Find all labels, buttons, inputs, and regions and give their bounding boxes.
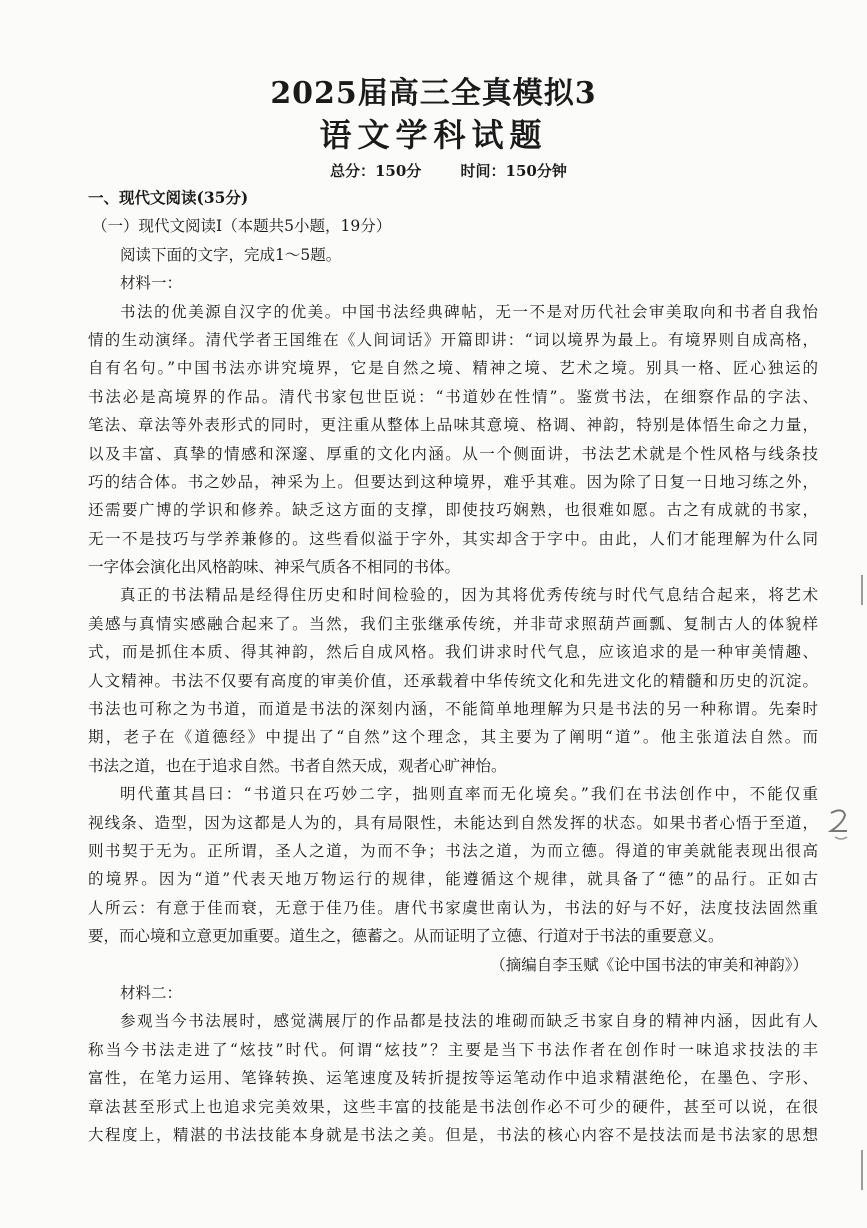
text-line: 要，而心境和立意更加重要。道生之，德蓄之。从而证明了立德、行道对于书法的重要意义。 [88,927,724,946]
text-line: 以及丰富、真挚的情感和深邃、厚重的文化内涵。从一个侧面讲，书法艺术就是个性风格与线条技 [88,444,818,463]
exam-time: 时间：150分钟 [460,162,567,180]
text-line: 式，而是抓住本质、得其神韵，然后自成风格。我们讲求时代气息，应该追求的是一种审美情趣、 [88,643,818,662]
instruction: 阅读下面的文字，完成1～5题。 [120,245,342,264]
text-line: 美感与真情实感融合起来了。当然，我们主张继承传统，并非苛求照葫芦画瓢、复制古人的体貌样 [88,614,818,633]
total-score: 总分：150分 [330,162,422,180]
material2-paragraph-1 [88,1007,818,1149]
scan-mark [861,575,863,605]
text-line: 视线条、造型，因为这都是人为的，具有局限性，未能达到自然发挥的状态。如果书者心悟于至道， [88,813,818,832]
text-line: 书法也可称之为书道，而道是书法的深刻内涵，不能简单地理解为只是书法的另一种称谓。先秦时 [88,700,818,719]
exam-meta [330,160,601,181]
material1-paragraph-1 [88,298,818,582]
text-line: 人文精神。书法不仅要有高度的审美价值，还承载着中华传统文化和先进文化的精髓和历史的沉淀。 [88,671,818,690]
exam-subject: 语文学科试题 [319,116,548,154]
text-line: 大程度上，精湛的书法技能本身就是书法之美。但是，书法的核心内容不是技法而是书法家的思想 [88,1125,818,1144]
text-line: 一字体会演化出风格韵味、神采气质各不相同的书体。 [88,558,461,577]
text-line: 还需要广博的学识和修养。缺乏这方面的支撑，即使技巧娴熟，也很难如愿。古之有成就的书家， [88,501,818,520]
text-line: 的境界。因为“道”代表天地万物运行的规律，能遵循这个规律，就具备了“德”的品行。正如古 [88,870,818,889]
section-heading: 一、现代文阅读(35分) [88,188,249,207]
material1-label: 材料一： [120,274,183,293]
text-line: 书法必是高境界的作品。清代书家包世臣说：“书道妙在性情”。鉴赏书法，在细察作品的字法、 [88,387,818,406]
handwritten-mark-icon [825,805,855,845]
text-line: 情的生动演绎。清代学者王国维在《人间词话》开篇即讲：“词以境界为最上。有境界则自成高格， [88,330,818,349]
text-line: 称当今书法走进了“炫技”时代。何谓“炫技”？主要是当下书法作者在创作时一味追求技法的丰 [88,1040,818,1059]
text-line: 巧的结合体。书之妙品，神采为上。但要达到这种境界，难乎其难。因为除了日复一日地习练之外， [88,472,818,491]
text-line: 期，老子在《道德经》中提出了“自然”这个理念，其主要为了阐明“道”。他主张道法自然。而 [88,728,818,747]
text-line: 章法甚至形式上也追求完美效果，这些丰富的技能是书法创作必不可少的硬件，甚至可以说，在很 [88,1097,818,1116]
text-line: 自有名句。”中国书法亦讲究境界，它是自然之境、精神之境、艺术之境。别具一格、匠心独运的 [88,359,818,378]
text-line: 则书契于无为。正所谓，圣人之道，为而不争；书法之道，为而立德。得道的审美就能表现出很高 [88,841,818,860]
text-line: 书法的优美源自汉字的优美。中国书法经典碑帖，无一不是对历代社会审美取向和书者自我怡 [120,302,818,321]
text-line: 人所云：有意于佳而衰，无意于佳乃佳。唐代书家虞世南认为，书法的好与不好，法度技法固然重 [88,898,818,917]
exam-title: 2025届高三全真模拟3 [270,76,597,111]
text-line: 真正的书法精品是经得住历史和时间检验的，因为其将优秀传统与时代气息结合起来，将艺术 [120,586,818,605]
exam-content [88,184,818,1149]
material1-paragraph-2 [88,581,818,780]
text-line: 富性，在笔力运用、笔锋转换、运笔速度及转折提按等运笔动作中追求精湛绝伦，在墨色、字形、 [88,1069,818,1088]
sub-section-heading: （一）现代文阅读Ⅰ（本题共5小题，19分） [92,217,392,236]
material2-label: 材料二： [120,983,183,1002]
text-line: 书法之道，也在于追求自然。书者自然天成，观者心旷神怡。 [88,756,507,775]
text-line: 笔法、章法等外表形式的同时，更注重从整体上品味其意境、格调、神韵，特别是体悟生命之力量， [88,416,818,435]
material1-paragraph-3 [88,780,818,950]
material1-source: （摘编自李玉赋《论中国书法的审美和神韵》） [490,955,808,974]
text-line: 参观当今书法展时，感觉满展厅的作品都是技法的堆砌而缺乏书家自身的精神内涵，因此有人 [120,1012,818,1031]
text-line: 无一不是技巧与学养兼修的。这些看似溢于字外，其实却含于字中。由此，人们才能理解为什么同 [88,529,818,548]
text-line: 明代董其昌曰：“书道只在巧妙二字，拙则直率而无化境矣。”我们在书法创作中，不能仅重 [120,785,818,804]
scan-mark [861,1150,863,1190]
